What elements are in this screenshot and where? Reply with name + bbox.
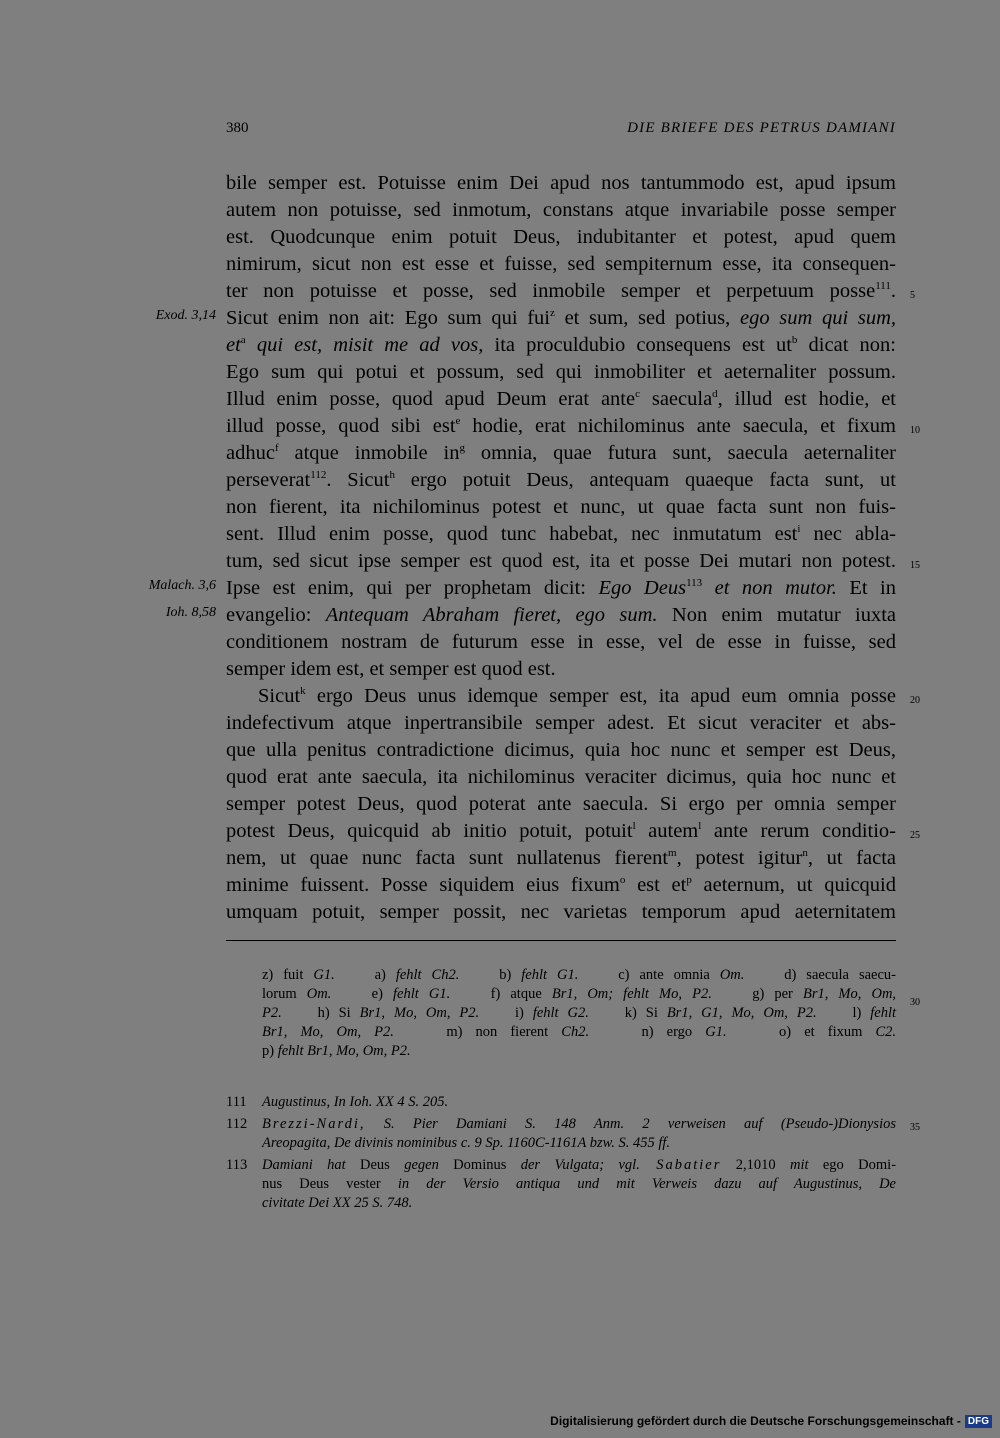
margin-ref-exod: Exod. 3,14	[155, 308, 216, 323]
text-line: bile semper est. Potuisse enim Dei apud nos tantummodo est, apud ipsum	[226, 172, 896, 194]
footnote-113: 113 Damiani hat Deus gegen Dominus der Vulgata; vgl. Sabatier 2,1010 mit ego Domi- nus Deus vester in der Versio antiqua und mit Verweis dazu auf Augustinus, De civitate Dei XX 25 S. 748.	[226, 1157, 897, 1211]
footnote-ref: 112	[310, 469, 327, 482]
apparatus-ref: z	[550, 307, 555, 320]
text-line: semper potest Deus, quod poterat ante saecula. Si ergo per omnia semper	[226, 793, 896, 815]
footnote-ref: 113	[686, 577, 703, 590]
apparatus-line: Br1, Mo, Om, P2. m) non fierent Ch2. n) ergo G1. o) et fixum C2.	[262, 1024, 897, 1040]
apparatus-line: p) fehlt Br1, Mo, Om, P2.	[262, 1043, 411, 1059]
line-number: 35	[910, 1122, 920, 1133]
page-header	[226, 120, 896, 144]
text-line: nem, ut quae nunc facta sunt nullatenus fierent$^m$, potest igitur$^n$, ut facta	[226, 847, 896, 869]
line-number: 20	[910, 695, 920, 706]
text-line: minime fuissent. Posse siquidem eius fixum$^o$ est $et^p$ aeternum, ut quicquid	[226, 874, 897, 896]
footnote-112: 112 Brezzi-Nardi, S. Pier Damiani S. 148 Anm. 2 verweisen auf (Pseudo-)Dionysios Areopagita, De divinis nominibus c. 9 Sp. 1160C-1161A bzw. S. 455 ff.	[226, 1116, 896, 1151]
text-line: autem non potuisse, sed inmotum, constans atque invariabile posse semper	[226, 199, 896, 221]
margin-ref-malach: Malach. 3,6	[148, 578, 216, 593]
apparatus-ref: f	[274, 442, 279, 455]
text-line: Illud enim posse, quod apud Deum erat ante$^c$ saecula$^d$, illud est hodie, et	[226, 388, 896, 410]
text-line: que ulla penitus contradictione dicimus, quia hoc nunc et semper est Deus,	[226, 739, 896, 761]
text-line: sent. Illud enim posse, quod tunc habebat, nec inmutatum est$^i$ nec abla-	[226, 523, 896, 545]
apparatus-ref: n	[802, 847, 808, 860]
apparatus-ref: c	[635, 388, 640, 401]
text-line: perseverat$^{112}$. Sicut$^h$ ergo potuit Deus, antequam quaeque facta sunt, ut	[226, 469, 896, 491]
apparatus-line: P2. h) Si Br1, Mo, Om, P2. i) fehlt G2. k) Si Br1, G1, Mo, Om, P2. l) fehlt	[262, 1005, 897, 1021]
text-line: est. Quodcunque enim potuit Deus, indubitanter et potest, apud quem	[226, 226, 896, 248]
text-line: semper idem est, et semper est quod est.	[226, 658, 556, 680]
apparatus-ref: l	[632, 820, 636, 833]
line-number: 15	[910, 560, 920, 571]
apparatus-ref: e	[455, 415, 461, 428]
text-line: Sicut enim non ait: Ego sum qui fui$^z$ et sum, sed potius, ego sum qui sum,	[226, 307, 896, 329]
text-line: Ego sum qui potui et possum, sed qui inmobiliter et aeternaliter possum.	[226, 361, 896, 383]
line-number: 25	[910, 830, 920, 841]
page-number: 380	[226, 120, 249, 136]
text-line: Sicut$^k$ ergo Deus unus idemque semper est, ita apud eum omnia posse	[258, 685, 896, 707]
line-number: 10	[910, 425, 920, 436]
footnotes	[226, 1093, 896, 1216]
footnote-divider	[226, 940, 896, 941]
footnote-111: 111 Augustinus, In Ioh. XX 4 S. 205.	[226, 1094, 449, 1110]
running-title: DIE BRIEFE DES PETRUS DAMIANI	[627, 120, 896, 136]
text-line: evangelio: Antequam Abraham fieret, ego sum. Non enim mutatur iuxta	[226, 604, 896, 626]
apparatus-ref: b	[791, 334, 798, 347]
text-line: $et^a$ qui est, misit me ad vos, ita proculdubio consequens est $ut^b$ dicat non:	[226, 334, 896, 356]
text-line: potest Deus, quicquid ab initio potuit, potuit$^l$ autem$^l$ ante rerum conditio-	[226, 820, 896, 842]
apparatus-ref: g	[459, 442, 465, 455]
text-line: nimirum, sicut non est esse et fuisse, sed sempiternum esse, ita consequen-	[226, 253, 896, 275]
text-line: illud posse, quod sibi est$^e$ hodie, erat nichilominus ante saecula, et fixum	[226, 415, 896, 437]
apparatus-ref: a	[240, 334, 246, 347]
critical-apparatus	[262, 966, 896, 1061]
apparatus-ref: i	[797, 523, 801, 536]
apparatus-ref: l	[698, 820, 702, 833]
apparatus-ref: m	[668, 847, 677, 860]
dfg-footer	[550, 1414, 992, 1428]
apparatus-ref: o	[619, 874, 626, 887]
text-line: quod erat ante saecula, ita nichilominus veraciter dicimus, quia hoc nunc et	[226, 766, 896, 788]
apparatus-ref: k	[300, 685, 306, 698]
line-number: 30	[910, 997, 920, 1008]
text-line: non fierent, ita nichilominus potest et nunc, ut quae facta sunt non fuis-	[226, 496, 896, 518]
apparatus-ref: d	[712, 388, 718, 401]
text-line: conditionem nostram de futurum esse in esse, vel de esse in fuisse, sed	[226, 631, 896, 653]
footer-text: Digitalisierung gefördert durch die Deutsche Forschungsgemeinschaft -	[550, 1414, 961, 1428]
apparatus-ref: h	[389, 469, 395, 482]
line-number: 5	[910, 290, 915, 301]
apparatus-ref: p	[686, 874, 692, 887]
main-text	[226, 170, 896, 926]
dfg-logo-icon: DFG	[965, 1415, 992, 1428]
footnote-ref: 111	[875, 280, 891, 293]
apparatus-line: z) fuit G1. a) fehlt Ch2. b) fehlt G1. c) ante omnia Om. d) saecula saecu-	[262, 967, 896, 983]
text-line: umquam potuit, semper possit, nec varietas temporum apud aeternitatem	[226, 901, 896, 923]
text-line: adhuc$^f$ atque inmobile $in^g$ omnia, quae futura sunt, saecula aeternaliter	[226, 442, 896, 464]
text-line: tum, sed sicut ipse semper est quod est, ita et posse Dei mutari non potest.	[226, 550, 896, 572]
apparatus-line: lorum Om. e) fehlt G1. f) atque Br1, Om; fehlt Mo, P2. g) per Br1, Mo, Om,	[262, 986, 897, 1002]
text-line: indefectivum atque inpertransibile semper adest. Et sicut veraciter et abs-	[226, 712, 896, 734]
margin-ref-ioh: Ioh. 8,58	[165, 605, 216, 620]
text-line: ter non potuisse et posse, sed inmobile semper et perpetuum posse$^{111}$.	[226, 280, 896, 302]
text-line: Ipse est enim, qui per prophetam dicit: Ego Deus$^{113}$ et non mutor. Et in	[226, 577, 897, 599]
